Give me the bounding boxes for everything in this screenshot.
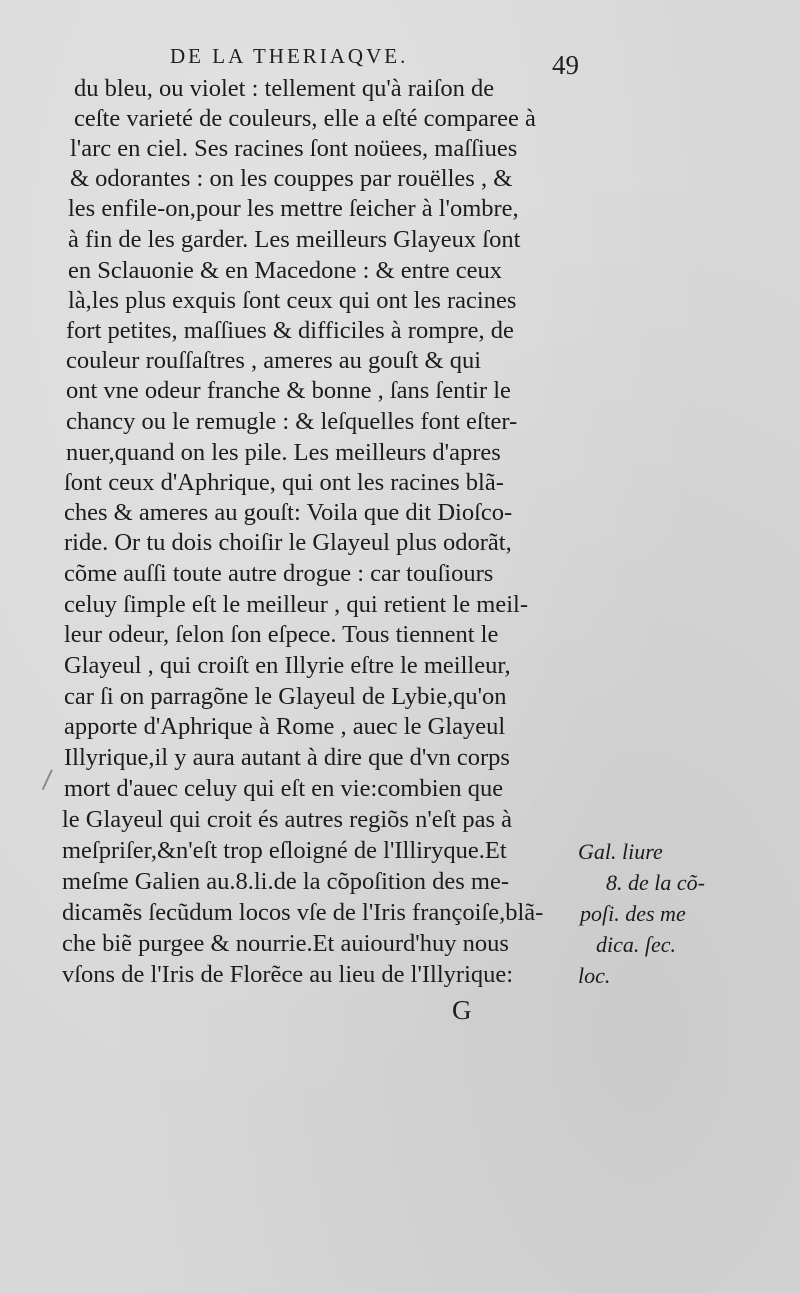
text-line: mort d'auec celuy qui eſt en vie:combien que [64, 775, 504, 802]
ink-mark [42, 769, 59, 792]
text-line: du bleu, ou violet : tellement qu'à raiſon de [74, 75, 495, 102]
text-line: che biẽ purgee & nourrie.Et auiourd'huy nous [62, 930, 509, 957]
margin-note: 8. de la cõ- [606, 870, 705, 895]
text-line: ches & ameres au gouſt: Voila que dit Dioſco- [64, 499, 513, 526]
text-line: à fin de les garder. Les meilleurs Glayeux ſont [68, 226, 521, 253]
text-line: car ſi on parragõne le Glayeul de Lybie,qu'on [64, 683, 507, 710]
margin-note: loc. [578, 963, 611, 988]
text-line: fort petites, maſſiues & difficiles à rompre, de [66, 317, 514, 344]
text-line: vſons de l'Iris de Florẽce au lieu de l'Illyrique: [62, 961, 514, 988]
margin-note: poſi. des me [580, 901, 686, 926]
text-line: meſme Galien au.8.li.de la cõpoſition des me- [62, 868, 509, 895]
text-line: couleur rouſſaſtres , ameres au gouſt & qui [66, 347, 482, 374]
text-line: le Glayeul qui croit és autres regiõs n'eſt pas à [62, 806, 513, 833]
page-number: 49 [552, 50, 579, 80]
text-line: & odorantes : on les couppes par rouëlles , & [70, 165, 513, 192]
text-line: apporte d'Aphrique à Rome , auec le Glayeul [64, 713, 506, 740]
text-line: celuy ſimple eſt le meilleur , qui retient le meil- [64, 591, 528, 618]
text-line: l'arc en ciel. Ses racines ſont noüees, maſſiues [70, 135, 518, 162]
text-line: Illyrique,il y aura autant à dire que d'vn corps [64, 744, 510, 771]
text-line: nuer,quand on les pile. Les meilleurs d'apres [66, 439, 501, 466]
text-line: Glayeul , qui croiſt en Illyrie eſtre le meilleur, [64, 652, 511, 679]
margin-note: dica. ſec. [596, 932, 677, 957]
text-line: ride. Or tu dois choiſir le Glayeul plus odorãt, [64, 529, 512, 556]
text-line: là,les plus exquis ſont ceux qui ont les racines [68, 287, 517, 314]
text-line: leur odeur, ſelon ſon eſpece. Tous tiennent le [64, 621, 499, 648]
text-line: ont vne odeur franche & bonne , ſans ſentir le [66, 377, 511, 404]
text-line: en Sclauonie & en Macedone : & entre ceux [68, 257, 503, 284]
text-line: dicamẽs ſecũdum locos vſe de l'Iris françoiſe,blã- [62, 899, 544, 926]
text-line: les enfile-on,pour les mettre ſeicher à l'ombre, [68, 195, 519, 222]
signature-mark: G [452, 995, 472, 1025]
text-line: cõme auſſi toute autre drogue : car touſiours [64, 560, 494, 587]
running-title: DE LA THERIAQVE. [170, 44, 409, 68]
text-line: ceſte varieté de couleurs, elle a eſté comparee à [74, 105, 536, 132]
margin-note: Gal. liure [578, 839, 663, 864]
text-line: chancy ou le remugle : & leſquelles font eſter- [66, 408, 518, 435]
text-line: meſpriſer,&n'eſt trop eſloigné de l'Illiryque.Et [62, 837, 507, 864]
text-line: ſont ceux d'Aphrique, qui ont les racines blã- [64, 469, 504, 496]
